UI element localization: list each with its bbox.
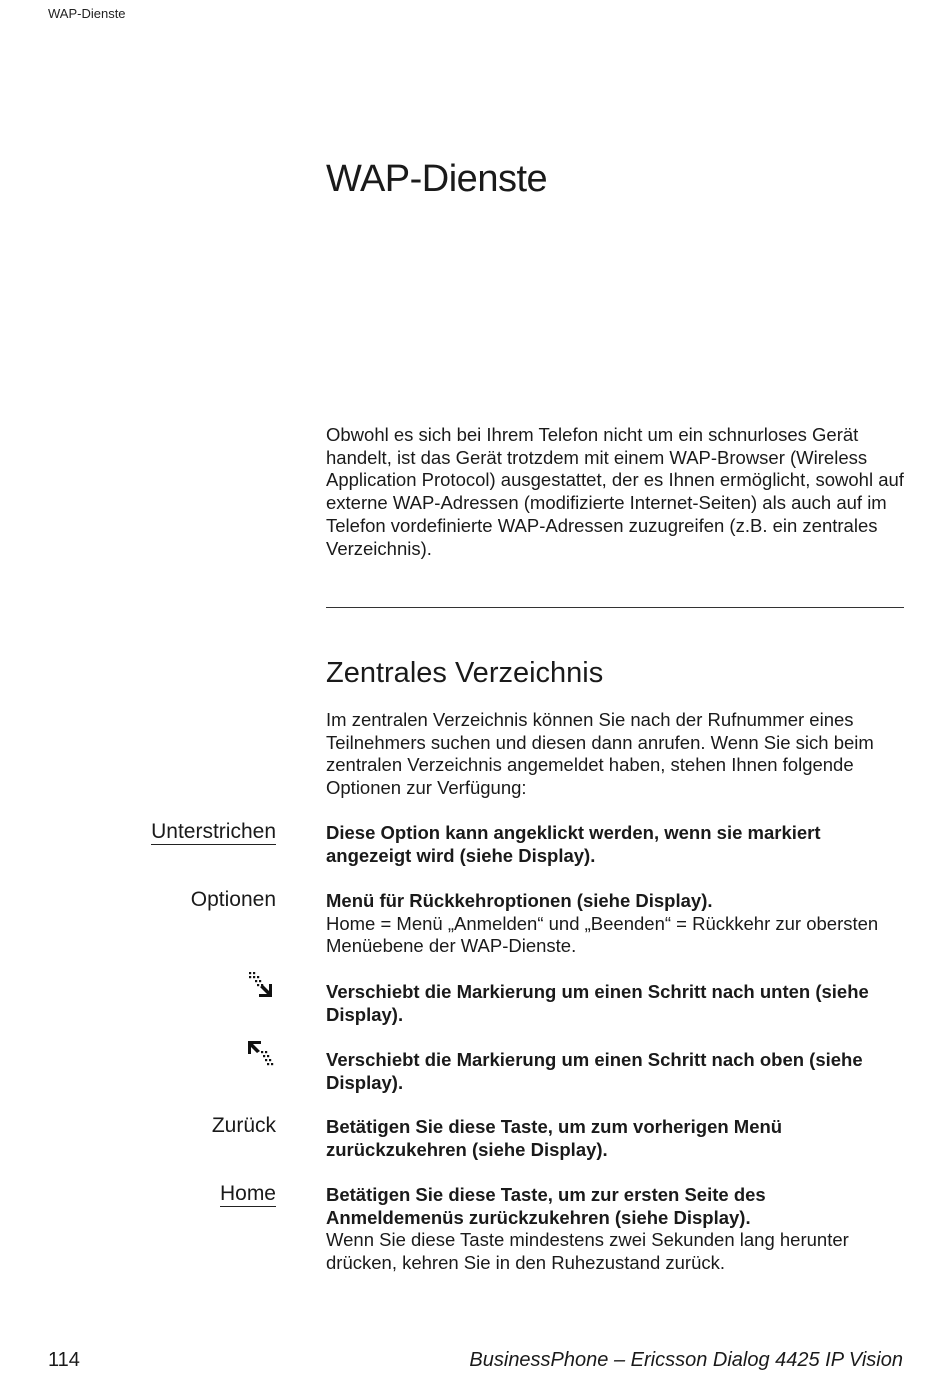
description-bold: Betätigen Sie diese Taste, um zum vorherigen Menü zurückzukehren (siehe Display). — [326, 1116, 783, 1160]
description-text: Wenn Sie diese Taste mindestens zwei Sekunden lang herunter drücken, kehren Sie in den Ruhezustand zurück. — [326, 1229, 849, 1274]
description-optionen — [326, 890, 906, 958]
description-bold: Verschiebt die Markierung um einen Schritt nach unten (siehe Display). — [326, 981, 869, 1025]
scroll-down-icon[interactable] — [246, 970, 276, 1000]
description-unterstrichen — [326, 822, 906, 867]
section-intro: Im zentralen Verzeichnis können Sie nach der Rufnummer eines Teilnehmers suchen und diesen dann anrufen. Wenn Sie sich beim zentralen Verzeichnis angemeldet haben, stehen Ihnen folgende Optionen zur Verfügung: — [326, 709, 874, 799]
chapter-title: WAP-Dienste — [326, 158, 548, 200]
description-bold: Diese Option kann angeklickt werden, wenn sie markiert angezeigt wird (siehe Display). — [326, 822, 821, 866]
chapter-intro: Obwohl es sich bei Ihrem Telefon nicht um ein schnurloses Gerät handelt, ist das Gerät trotzdem mit einem WAP-Browser (Wireless Application Protocol) ausgestattet, der es Ihnen ermöglicht, sowohl auf externe WAP-Adressen (modifizierte Internet-Seiten) als auch auf im Telefon vordefinierte WAP-Adressen zuzugreifen (z.B. ein zentrales Verzeichnis). — [326, 424, 904, 559]
description-text: Home = Menü „Anmelden“ und „Beenden“ = Rückkehr zur obersten Menüebene der WAP-Dienste. — [326, 912, 879, 957]
description-bold: Verschiebt die Markierung um einen Schritt nach oben (siehe Display). — [326, 1049, 863, 1093]
description-scroll-down — [326, 981, 906, 1026]
term-zurueck[interactable]: Zurück — [211, 1114, 276, 1137]
footer-title: BusinessPhone – Ericsson Dialog 4425 IP Vision — [469, 1349, 903, 1371]
description-scroll-up — [326, 1049, 906, 1094]
description-zurueck — [326, 1116, 906, 1161]
description-bold: Betätigen Sie diese Taste, um zur ersten Seite des Anmeldemenüs zurückzukehren (siehe Display). — [326, 1184, 766, 1228]
scroll-up-icon[interactable] — [246, 1038, 276, 1068]
description-home — [326, 1184, 906, 1275]
section-divider — [326, 607, 904, 608]
page-number: 114 — [48, 1349, 80, 1371]
section-title: Zentrales Verzeichnis — [326, 657, 604, 689]
running-header: WAP-Dienste — [48, 6, 126, 21]
term-unterstrichen[interactable]: Unterstrichen — [151, 820, 276, 843]
term-home[interactable]: Home — [219, 1182, 276, 1205]
description-bold: Menü für Rückkehroptionen (siehe Display). — [326, 890, 713, 911]
term-optionen[interactable]: Optionen — [190, 888, 276, 911]
